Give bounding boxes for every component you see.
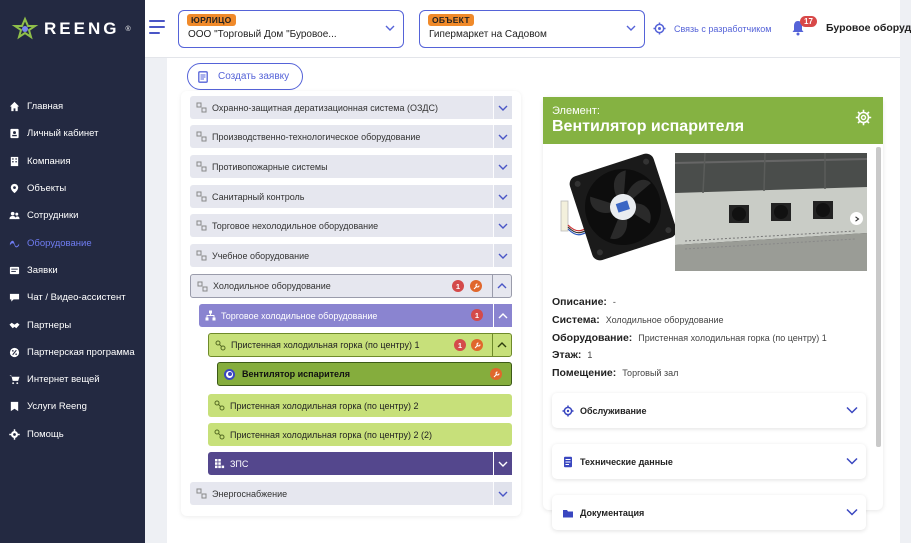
tree-row-label: Охранно-защитная дератизационная система (ОЗДС) (212, 102, 439, 113)
element-title: Вентилятор испарителя (552, 118, 745, 135)
sidebar-item-employees[interactable] (0, 202, 145, 229)
property-key: Описание: (552, 296, 607, 308)
object-value: Гипермаркет на Садовом (429, 29, 547, 40)
tree-row-label: Торговое нехолодильное оборудование (212, 220, 379, 231)
system-icon (196, 161, 207, 172)
sidebar-item-label: Главная (27, 101, 64, 113)
sidebar-item-label: Личный кабинет (27, 128, 99, 140)
user-card-icon (9, 128, 20, 139)
create-request-label: Создать заявку (218, 71, 290, 82)
requests-icon (9, 265, 20, 276)
chevron-up-icon (497, 281, 507, 291)
expand-toggle[interactable] (493, 452, 512, 475)
legal-entity-value: ООО "Торговый Дом "Буровое... (188, 29, 337, 40)
settings-gear-icon[interactable] (855, 109, 872, 126)
object-select[interactable] (419, 10, 645, 48)
tree-row-expanded[interactable] (199, 304, 512, 327)
sidebar-item-equipment[interactable] (0, 229, 145, 256)
chevron-down-icon (498, 162, 508, 172)
tree-row-selected[interactable] (217, 362, 512, 386)
wrench-icon[interactable] (470, 280, 482, 292)
menu-toggle-icon[interactable] (149, 20, 165, 34)
create-request-button[interactable] (187, 63, 303, 90)
chevron-right-icon (854, 216, 860, 222)
legal-entity-select[interactable] (178, 10, 404, 48)
sidebar-item-iot[interactable] (0, 366, 145, 393)
folder-icon (562, 507, 574, 519)
tree-row-label: ЗПС (230, 458, 249, 469)
chevron-up-icon (497, 340, 507, 350)
reeng-logo-icon (12, 16, 38, 42)
sidebar-item-partners[interactable] (0, 311, 145, 338)
sidebar-item-label: Компания (27, 155, 71, 167)
documentation-section[interactable] (552, 495, 866, 530)
building-icon (9, 156, 20, 167)
fan-photo-image[interactable] (553, 155, 673, 271)
equipment-tree-panel (181, 91, 521, 516)
alert-count-badge: 1 (452, 280, 464, 292)
equipment-icon (215, 340, 226, 351)
object-badge: ОБЪЕКТ (428, 14, 474, 26)
equipment-icon (214, 429, 225, 440)
tree-row-label: Пристенная холодильная горка (по центру) 1 (231, 340, 420, 350)
equipment-icon (214, 400, 225, 411)
chevron-down-icon (626, 23, 636, 33)
chevron-down-icon (498, 489, 508, 499)
tree-row[interactable] (190, 185, 512, 208)
sidebar-item-home[interactable] (0, 93, 145, 120)
cart-icon (9, 374, 20, 385)
section-label: Документация (580, 507, 645, 518)
system-icon (196, 131, 207, 142)
property-floor (552, 349, 592, 361)
alert-count-badge: 1 (471, 309, 483, 321)
sidebar-item-label: Помощь (27, 428, 64, 440)
alert-count-badge: 1 (454, 339, 466, 351)
chevron-down-icon (498, 192, 508, 202)
maintenance-section[interactable] (552, 393, 866, 428)
sidebar-item-label: Заявки (27, 264, 58, 276)
chevron-down-icon (498, 459, 508, 469)
property-room (552, 367, 678, 379)
expand-toggle[interactable] (493, 185, 512, 208)
tree-row-label: Производственно-технологическое оборудование (212, 131, 421, 142)
sidebar-item-help[interactable] (0, 421, 145, 448)
property-key: Система: (552, 314, 600, 326)
property-key: Оборудование: (552, 332, 633, 344)
tree-row[interactable] (190, 96, 512, 119)
sidebar-item-profile[interactable] (0, 120, 145, 147)
selected-radio-icon (224, 369, 235, 380)
expand-toggle[interactable] (493, 155, 512, 178)
sidebar (0, 0, 145, 543)
sidebar-item-label: Сотрудники (27, 210, 79, 222)
handshake-icon (9, 320, 20, 331)
tree-row[interactable] (208, 394, 512, 417)
chevron-down-icon (385, 23, 395, 33)
sidebar-item-label: Услуги Reeng (27, 401, 87, 413)
sidebar-item-label: Партнерская программа (27, 346, 135, 358)
tree-row-label: Торговое холодильное оборудование (221, 310, 378, 321)
tree-row-label: Противопожарные системы (212, 161, 328, 172)
tree-row[interactable] (190, 155, 512, 178)
chevron-down-icon (498, 251, 508, 261)
top-bar (145, 0, 911, 58)
property-key: Помещение: (552, 367, 617, 379)
property-system (552, 314, 723, 326)
chevron-down-icon (846, 507, 858, 517)
tree-row-label: Учебное оборудование (212, 250, 310, 261)
home-icon (9, 101, 20, 112)
tree-row-label: Энергоснабжение (212, 488, 288, 499)
system-icon (196, 488, 207, 499)
tree-row-expanded[interactable] (208, 333, 512, 357)
system-icon (196, 191, 207, 202)
brand-name: REENG (44, 19, 120, 38)
service-icon (9, 401, 20, 412)
notification-count-badge: 17 (800, 16, 817, 27)
expand-toggle[interactable] (493, 125, 512, 148)
tree-row-label: Санитарный контроль (212, 191, 305, 202)
grid-icon (214, 458, 225, 469)
chevron-down-icon (498, 221, 508, 231)
gear-icon (653, 22, 666, 35)
sidebar-item-chat[interactable] (0, 284, 145, 311)
brand-reg: ® (125, 25, 131, 33)
chevron-down-icon (846, 456, 858, 466)
collapse-toggle[interactable] (492, 275, 511, 297)
technical-data-section[interactable] (552, 444, 866, 479)
system-icon (196, 102, 207, 113)
property-equipment (552, 332, 827, 344)
document-icon (562, 456, 574, 468)
account-name[interactable]: Буровое оборуд (826, 22, 911, 34)
gear-icon (9, 429, 20, 440)
people-icon (9, 210, 20, 221)
tree-row[interactable] (190, 244, 512, 267)
wrench-icon[interactable] (490, 368, 502, 380)
tree-row[interactable] (190, 214, 512, 237)
sidebar-item-label: Оборудование (27, 237, 92, 249)
chevron-down-icon (498, 103, 508, 113)
hierarchy-icon (205, 310, 216, 321)
tree-row-label: Холодильное оборудование (213, 281, 331, 291)
property-key: Этаж: (552, 349, 582, 361)
wrench-icon[interactable] (471, 339, 483, 351)
sidebar-item-partner-program[interactable] (0, 339, 145, 366)
chevron-up-icon (498, 311, 508, 321)
expand-toggle[interactable] (493, 96, 512, 119)
chat-icon (9, 292, 20, 303)
equipment-icon (9, 238, 20, 249)
section-label: Обслуживание (580, 405, 647, 416)
tree-row-label: Пристенная холодильная горка (по центру) 2 (230, 400, 419, 411)
system-icon (196, 220, 207, 231)
percent-icon (9, 347, 20, 358)
sidebar-nav (0, 93, 145, 448)
expand-toggle[interactable] (493, 482, 512, 505)
chevron-down-icon (498, 132, 508, 142)
element-card-header (543, 97, 883, 144)
installation-photo-image[interactable] (675, 153, 867, 271)
sidebar-item-label: Интернет вещей (27, 374, 100, 386)
sidebar-item-label: Чат / Видео-ассистент (27, 292, 126, 304)
chevron-down-icon (846, 405, 858, 415)
tree-row[interactable] (190, 125, 512, 148)
sidebar-item-objects[interactable] (0, 175, 145, 202)
element-label: Элемент: (552, 105, 600, 117)
tree-row-label: Вентилятор испарителя (242, 369, 351, 379)
tree-row-label: Пристенная холодильная горка (по центру) 2 (2) (230, 429, 432, 440)
property-description (552, 296, 616, 308)
tree-row[interactable] (208, 423, 512, 446)
tree-row-expanded[interactable] (190, 274, 512, 298)
next-image-button[interactable] (850, 212, 863, 225)
system-icon (196, 250, 207, 261)
element-detail-card (543, 97, 883, 518)
collapse-toggle[interactable] (493, 304, 512, 327)
expand-toggle[interactable] (493, 214, 512, 237)
sidebar-item-company[interactable] (0, 148, 145, 175)
sidebar-item-label: Партнеры (27, 319, 72, 331)
section-label: Технические данные (580, 456, 673, 467)
sidebar-item-services[interactable] (0, 393, 145, 420)
legal-entity-badge: ЮРЛИЦО (187, 14, 236, 26)
document-icon (198, 71, 208, 83)
developer-contact-label: Связь с разработчиком (674, 23, 772, 34)
expand-toggle[interactable] (493, 244, 512, 267)
property-value: Торговый зал (622, 368, 679, 378)
property-value: - (612, 297, 616, 307)
developer-contact-link[interactable] (653, 22, 771, 35)
location-pin-icon (9, 183, 20, 194)
collapse-toggle[interactable] (492, 334, 511, 356)
tree-row[interactable] (208, 452, 512, 475)
gear-icon (562, 405, 574, 417)
scrollbar[interactable] (876, 147, 881, 447)
tree-row[interactable] (190, 482, 512, 505)
property-value: Холодильное оборудование (605, 315, 724, 325)
system-icon (197, 281, 208, 292)
property-value: 1 (587, 350, 593, 360)
brand-logo[interactable] (12, 16, 131, 42)
sidebar-item-requests[interactable] (0, 257, 145, 284)
sidebar-item-label: Объекты (27, 183, 67, 195)
property-value: Пристенная холодильная горка (по центру) 1 (638, 333, 827, 343)
